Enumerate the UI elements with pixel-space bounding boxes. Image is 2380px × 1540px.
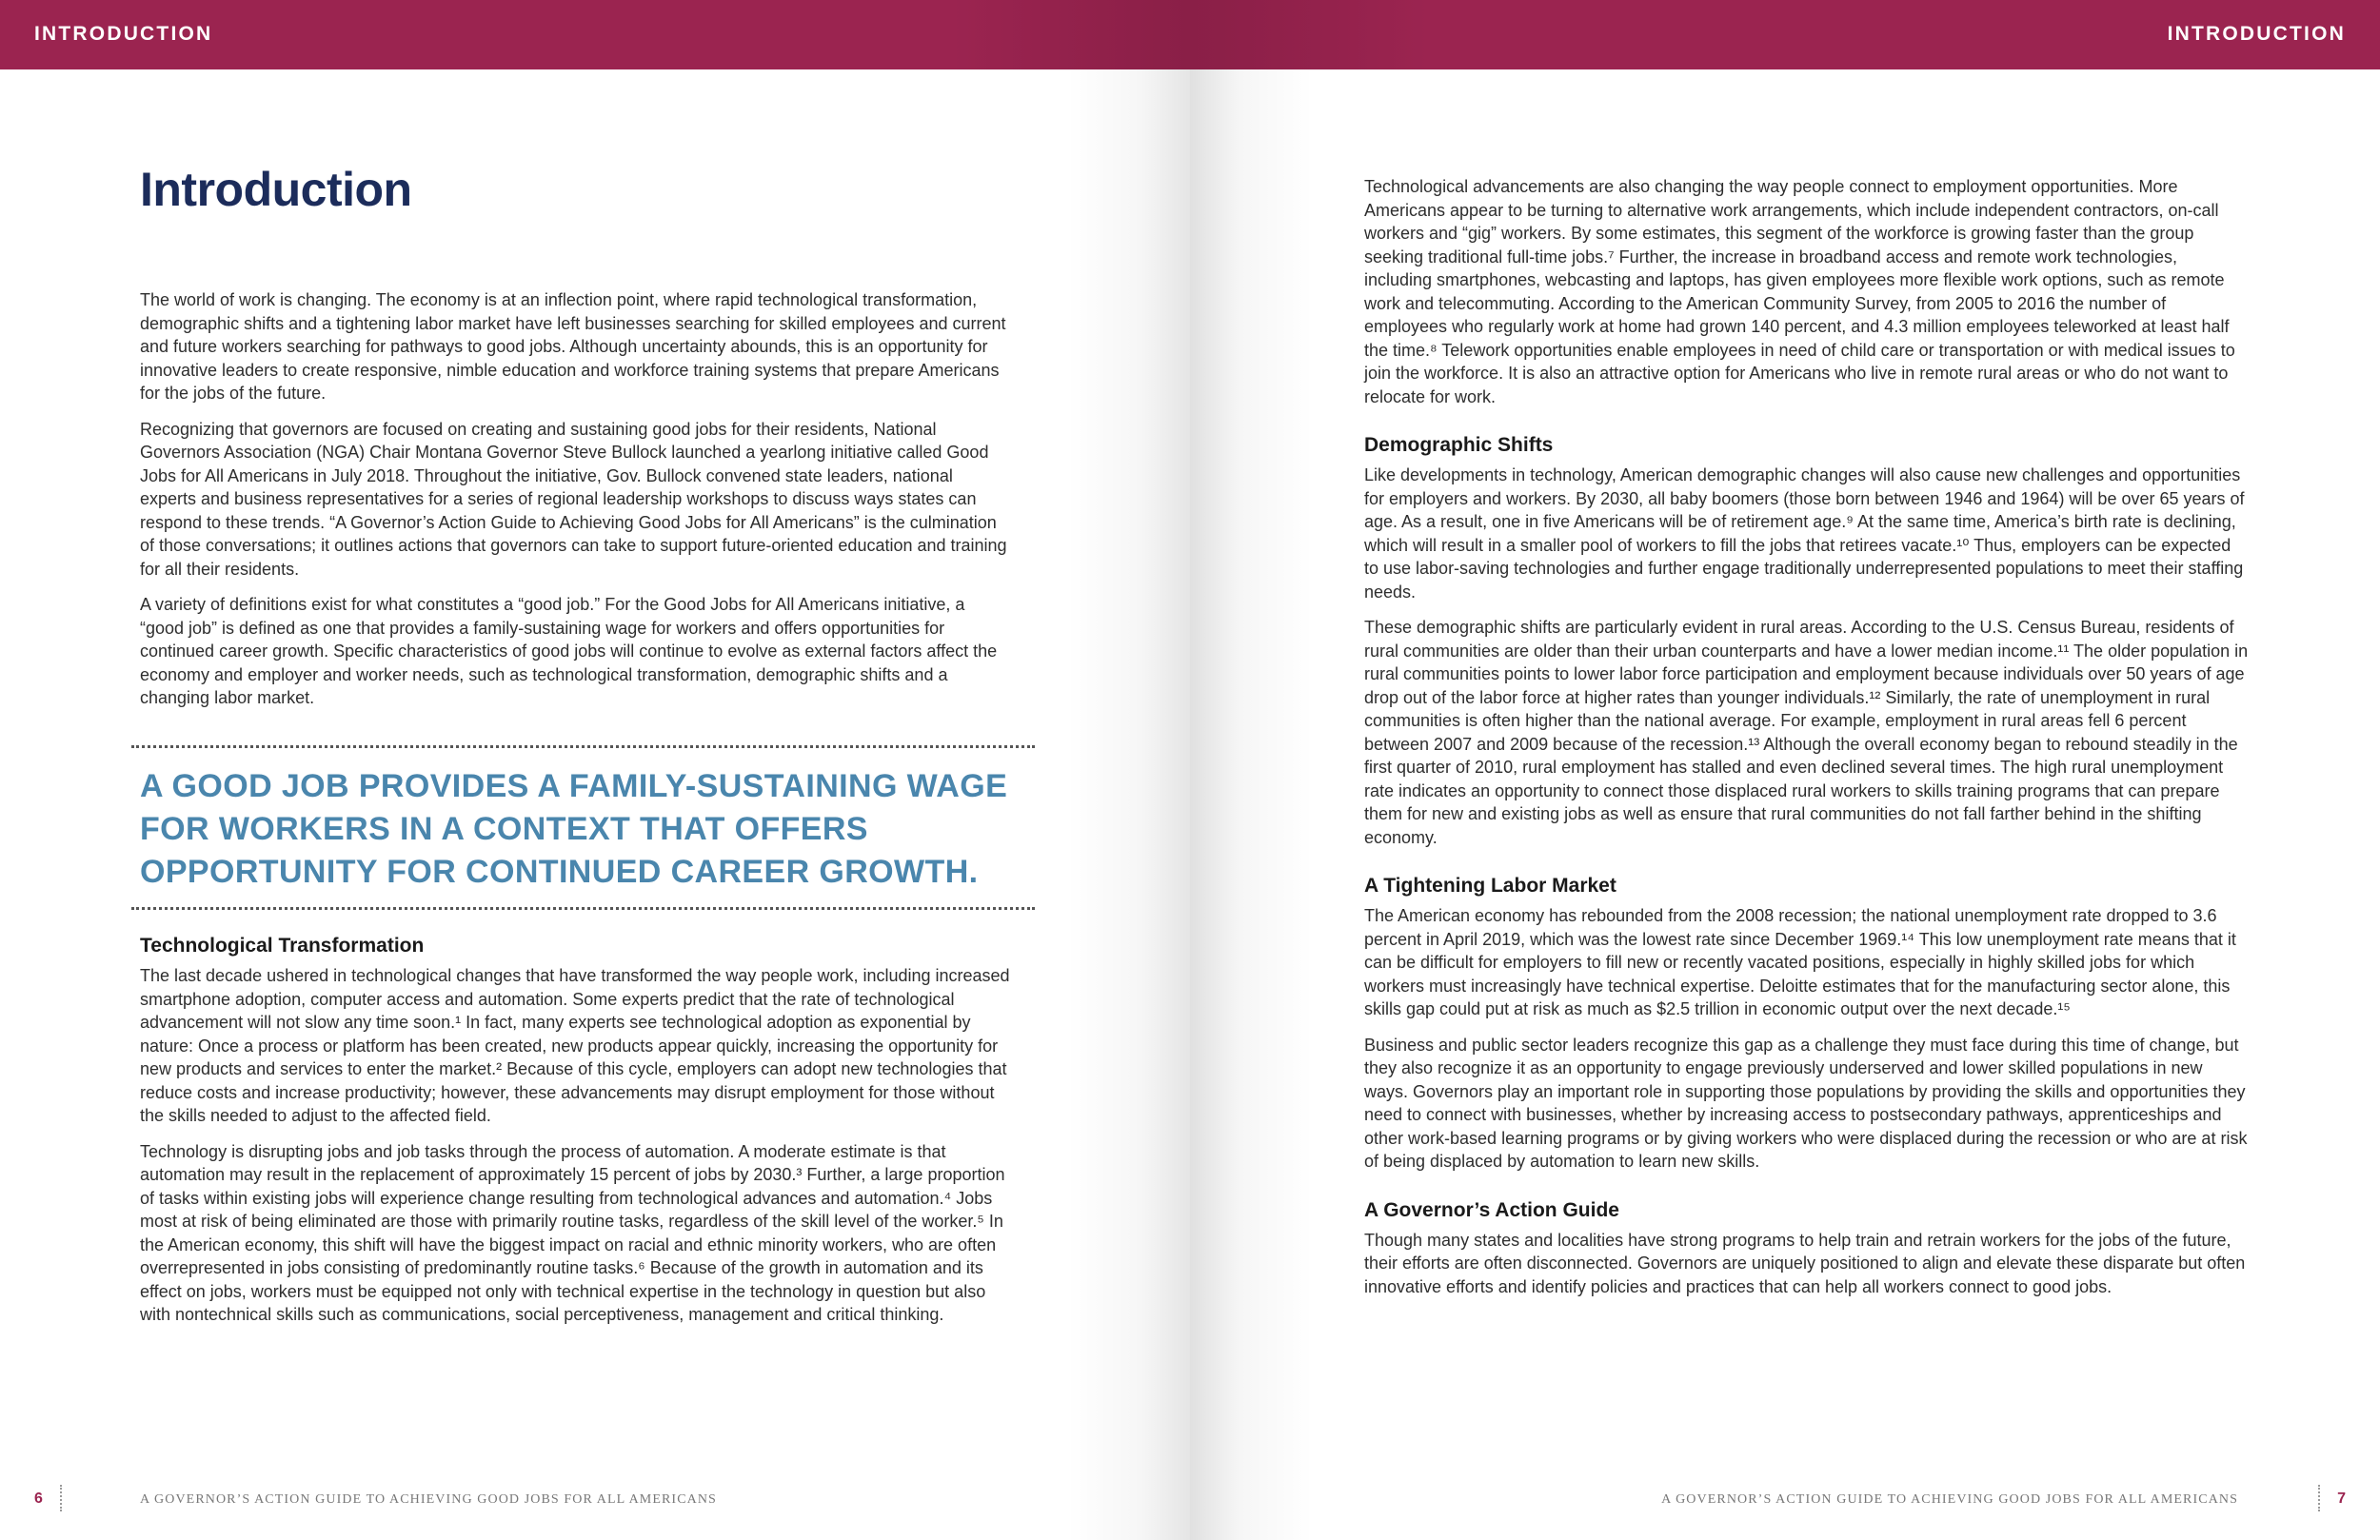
- page-number-left: 6: [34, 1491, 43, 1507]
- action-guide-paragraph: Though many states and localities have strong programs to help train and retrain workers for the jobs of the future, their efforts are often disconnected. Governors are uniquely positioned to align and elevate these disparate but often innovative efforts and identify policies and practices that can help all workers connect to good jobs.: [1364, 1230, 2246, 1296]
- page-title: Introduction: [140, 163, 412, 216]
- section-label-right: INTRODUCTION: [2167, 23, 2346, 45]
- gutter-shadow-left: [1066, 69, 1190, 1540]
- header-bar-left: [0, 0, 1190, 69]
- header-bar-right: [1190, 0, 2380, 69]
- demographic-heading: Demographic Shifts: [1364, 434, 1554, 456]
- right-page: [1190, 0, 2380, 1540]
- right-column: [1364, 175, 2250, 1311]
- demographic-paragraph-1: Like developments in technology, American demographic changes will also cause new challenges and opportunities for employers and workers. By 2030, all baby boomers (those born between 1946 and 1964) will be over 65 years of age. As a result, one in five Americans will be of retirement age.⁹ At the same time, America’s birth rate is declining, which will result in a smaller pool of workers to fill the jobs that retirees vacate.¹⁰ Thus, employers can be expected to use labor-saving technologies and further engage traditionally underrepresented populations to meet their staffing needs.: [1364, 465, 2245, 602]
- labor-paragraph-2: Business and public sector leaders recognize this gap as a challenge they must face during this time of change, but they also recognize it as an opportunity to engage previously underserved and lower skilled populations in new ways. Governors play an important role in supporting those populations by providing the skills and opportunities they need to connect with businesses, whether by increasing access to postsecondary pathways, apprenticeships and other work-based learning programs or by giving workers who were displaced during the recession or who are at risk of being displaced by automation to learn new skills.: [1364, 1035, 2248, 1171]
- intro-paragraph-2: Recognizing that governors are focused on creating and sustaining good jobs for their residents, National Governors Association (NGA) Chair Montana Governor Steve Bullock launched a yearlong initiative called Good Jobs for All Americans in July 2018. Throughout the initiative, Gov. Bullock convened state leaders, national experts and business representatives for a series of regional leadership workshops to discuss ways states can respond to these trends. “A Governor’s Action Guide to Achieving Good Jobs for All Americans” is the culmination of those conversations; it outlines actions that governors can take to support future-oriented education and training for all their residents.: [140, 419, 1007, 579]
- gutter-shadow-right: [1190, 69, 1314, 1540]
- tech-paragraph-2: Technology is disrupting jobs and job tasks through the process of automation. A moderate estimate is that automation may result in the replacement of approximately 15 percent of jobs by 2030.³ Further, a large proportion of tasks within existing jobs will experience change resulting from technological advances and automation.⁴ Jobs most at risk of being eliminated are those with primarily routine tasks, regardless of the skill level of the worker.⁵ In the American economy, this shift will have the biggest impact on racial and ethnic minority workers, who are often overrepresented in jobs consisting of predominantly routine tasks.⁶ Because of the growth in automation and its effect on jobs, workers must be equipped not only with technical expertise in the technology in question but also with nontechnical skills such as communications, social perceptiveness, management and critical thinking.: [140, 1141, 1005, 1324]
- intro-paragraph-1: The world of work is changing. The economy is at an inflection point, where rapid technological transformation, demographic shifts and a tightening labor market have left businesses searching for skilled employees and current and future workers searching for pathways to good jobs. Although uncertainty abounds, this is an opportunity for innovative leaders to create responsive, nimble education and workforce training systems that prepare Americans for the jobs of the future.: [140, 290, 1006, 403]
- footer-divider-left: [60, 1485, 62, 1511]
- tech-section: [140, 935, 1013, 1339]
- tech-heading: Technological Transformation: [140, 935, 425, 957]
- labor-market-heading: A Tightening Labor Market: [1364, 875, 1616, 897]
- section-label-left: INTRODUCTION: [34, 23, 213, 45]
- intro-paragraph-3: A variety of definitions exist for what constitutes a “good job.” For the Good Jobs for All Americans initiative, a “good job” is defined as one that provides a family-sustaining wage for workers and offers opportunities for continued career growth. Specific characteristics of good jobs will continue to evolve as external factors affect the economy and employer and worker needs, such as technological transformation, demographic shifts and a changing labor market.: [140, 595, 998, 707]
- labor-paragraph-1: The American economy has rebounded from the 2008 recession; the national unemployment rate dropped to 3.6 percent in April 2019, which was the lowest rate since December 1969.¹⁴ This low unemployment rate means that it can be difficult for employers to fill new or recently vacated positions, especially in highly skilled jobs for which workers must increasingly have technical expertise. Deloitte estimates that for the manufacturing sector alone, this skills gap could put at risk as much as $2.5 trillion in economic output over the next decade.¹⁵: [1364, 906, 2236, 1018]
- page-number-right: 7: [2337, 1491, 2346, 1507]
- pull-quote: [131, 745, 1035, 910]
- pull-quote-text: A GOOD JOB PROVIDES A FAMILY-SUSTAINING WAGE FOR WORKERS IN A CONTEXT THAT OFFERS OPPORTUNITY FOR CONTINUED CAREER GROWTH.: [140, 768, 1008, 890]
- footer-title-right: A GOVERNOR’S ACTION GUIDE TO ACHIEVING GOOD JOBS FOR ALL AMERICANS: [1661, 1492, 2238, 1507]
- footer-divider-right: [2318, 1485, 2320, 1511]
- tech-paragraph-1: The last decade ushered in technological changes that have transformed the way people work, including increased smartphone adoption, computer access and automation. Some experts predict that the rate of technological advancement will not slow any time soon.¹ In fact, many experts see technological adoption as exponential by nature: Once a process or platform has been created, new products appear quickly, increasing the opportunity for new products and services to enter the market.² Because of this cycle, employers can adopt new technologies that reduce costs and increase productivity; however, these advancements may disrupt employment for those without the skills needed to adjust to the affected field.: [140, 966, 1010, 1125]
- tech-continued-paragraph: Technological advancements are also changing the way people connect to employment opportunities. More Americans appear to be turning to alternative work arrangements, which include independent contractors, on-call workers and “gig” workers. By some estimates, this segment of the workforce is growing faster than the group seeking traditional full-time jobs.⁷ Further, the increase in broadband access and remote work technologies, including smartphones, webcasting and laptops, has given employees more flexible work options, such as remote work and telecommuting. According to the American Community Survey, from 2005 to 2016 the number of employees who regularly work at home had grown 140 percent, and 4.3 million employees teleworked at least half the time.⁸ Telework opportunities enable employees in need of child care or transportation or with medical issues to join the workforce. It is also an attractive option for Americans who live in remote rural areas or who do not want to relocate for work.: [1364, 177, 2235, 406]
- intro-section: [140, 288, 1013, 722]
- demographic-paragraph-2: These demographic shifts are particularly evident in rural areas. According to the U.S. Census Bureau, residents of rural communities are older than their urban counterparts and have a lower median income.¹¹ The older population in rural communities points to lower labor force participation and employment because individuals over 50 years of age drop out of the labor force at higher rates than younger individuals.¹² Similarly, the rate of unemployment in rural communities is often higher than the national average. For example, employment in rural areas fell 6 percent between 2007 and 2009 because of the recession.¹³ Although the overall economy began to rebound steadily in the first quarter of 2010, rural employment has stalled and even declined several times. The high rural unemployment rate indicates an opportunity to connect those displaced rural workers to skills training programs that can prepare them for new and existing jobs as well as ensure that rural communities do not fall farther behind in the shifting economy.: [1364, 618, 2249, 847]
- action-guide-heading: A Governor’s Action Guide: [1364, 1198, 1619, 1221]
- footer-title-left: A GOVERNOR’S ACTION GUIDE TO ACHIEVING GOOD JOBS FOR ALL AMERICANS: [140, 1492, 717, 1507]
